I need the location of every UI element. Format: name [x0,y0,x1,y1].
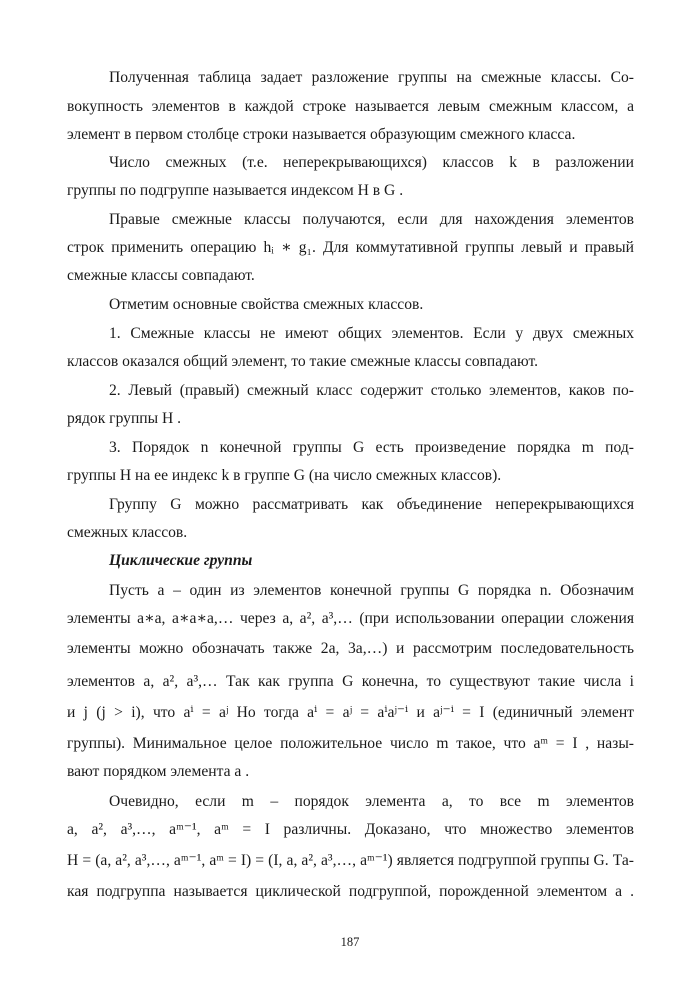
text-line: группы). Минимальное целое положительное число m такое, что aᵐ = I , назы- [67,735,634,752]
text-line: вокупность элементов в каждой строке называется левым смежным классом, а [67,98,634,115]
text-line: вают порядком элемента a . [67,763,250,780]
text-line: и j (j > i), что aⁱ = aʲ Но тогда aⁱ = aʲ = aⁱaʲ⁻ⁱ и aʲ⁻ⁱ = I (единичный элемент [67,704,634,721]
text-line: 3. Порядок n конечной группы G есть произведение порядка m под- [109,439,634,456]
text-line: 1. Смежные классы не имеют общих элементов. Если у двух смежных [109,325,634,342]
text-line: элемент в первом столбце строки называется образующим смежного класса. [67,126,576,143]
text-line: Полученная таблица задает разложение группы на смежные классы. Со- [109,69,634,86]
text-line: элементы можно обозначать также 2a, 3a,…) и рассмотрим последовательность [67,640,634,657]
text-line: Очевидно, если m – порядок элемента a, то все m элементов [109,793,634,810]
page-number: 187 [340,935,360,949]
text-line: a, a², a³,…, aᵐ⁻¹, aᵐ = I различны. Доказано, что множество элементов [67,821,634,838]
text-line: Отметим основные свойства смежных классов. [109,296,424,313]
text-line: смежных классов. [67,524,188,541]
text-line: кая подгруппа называется циклической подгруппой, порожденной элементом a . [67,883,634,900]
text-line: группы по подгруппе называется индексом H в G . [67,182,404,199]
text-line: H = (a, a², a³,…, aᵐ⁻¹, aᵐ = I) = (I, a, a², a³,…, aᵐ⁻¹) является подгруппой группы G. Та- [67,852,634,869]
text-line: элементы a∗a, a∗a∗a,… через a, a², a³,… (при использовании операции сложения [67,610,634,627]
text-line: 2. Левый (правый) смежный класс содержит столько элементов, каков по- [109,382,634,399]
text-line: Пусть a – один из элементов конечной группы G порядка n. Обозначим [109,582,634,599]
text-line: рядок группы H . [67,410,182,427]
text-line: Группу G можно рассматривать как объединение неперекрывающихся [109,496,634,513]
text-line: Число смежных (т.е. неперекрывающихся) классов k в разложении [109,154,634,171]
text-line: элементов a, a², a³,… Так как группа G конечна, то существуют такие числа i [67,673,634,690]
text-line: смежные классы совпадают. [67,267,255,284]
text-line: группы H на ее индекс k в группе G (на число смежных классов). [67,467,502,484]
text-line: классов оказался общий элемент, то такие смежные классы совпадают. [67,353,539,370]
text-line: строк применить операцию hᵢ ∗ g₁. Для коммутативной группы левый и правый [67,239,634,256]
section-heading: Циклические группы [109,552,253,569]
text-line: Правые смежные классы получаются, если для нахождения элементов [109,211,634,228]
